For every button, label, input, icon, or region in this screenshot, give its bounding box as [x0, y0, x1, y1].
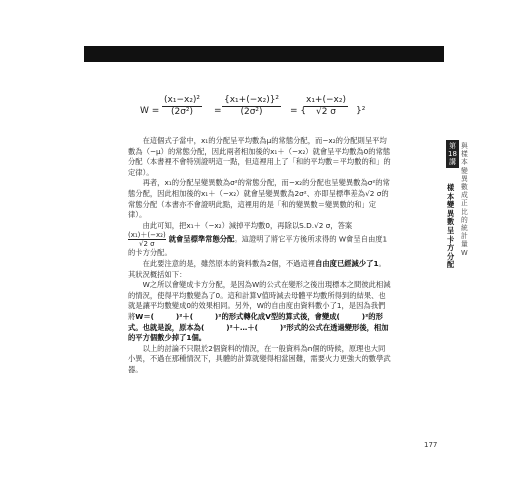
- body-text: [128, 136, 392, 375]
- paragraph-5: [128, 259, 392, 280]
- header-bar: [84, 46, 444, 62]
- paragraph-6-bold: W＝( )²＋( )²的形式轉化成V型的算式後，會變成( )²的形式。也就是說，原本為( )²＋…＋( )²形式的公式在透過變形後，相加的平方個數少掉了1個。: [128, 311, 389, 343]
- formula-frac-2-num: {x₁+(−x₂)}²: [224, 95, 280, 105]
- page-number: 177: [424, 441, 438, 449]
- paragraph-5-bold: 自由度已經減少了1: [315, 258, 379, 268]
- paragraph-5-b: 。其狀況概括如下：: [128, 258, 386, 279]
- formula-eq-1: =: [214, 106, 222, 116]
- paragraph-6-text: W之所以會變成卡方分配，是因為W的公式在變形之後出現標本之間彼此相減的情況，使得平均數變為了0。這和計算V值時減去母體平均數所得到的結果、也就是讓平均數變成0的效果相同。另外，W的自由度由資料數小了1，是因為我們將: [128, 280, 391, 321]
- paragraph-3: 由此可知，把x₁＋（−x₂）減掉平均數0，再除以S.D.√2 σ，答案: [142, 220, 353, 230]
- formula-frac-1-den: (2σ²): [170, 107, 194, 117]
- lesson-subtitle: 與樣本變異數成正比的統計量W: [461, 142, 468, 257]
- lesson-title: 樣本變異數呈卡方分配: [447, 183, 455, 270]
- paragraph-4: [128, 231, 392, 259]
- formula-frac-1-num: (x₁−x₂)²: [164, 95, 201, 105]
- paragraph-6: [128, 280, 392, 344]
- paragraph-4-rest: 。這證明了將它平方後所求得的 W會呈自由度1的卡方分配。: [128, 234, 388, 258]
- paragraph-1: 在這個式子當中，x₁的分配呈平均數為μ的常態分配，而−x₂的分配則呈平均數為（−μ）的常態分配，因此兩者相加後的x₁＋（−x₂）就會呈平均數為0的常態分配（本書裡不會特別證明這一點，但這裡用上了「和的平均數＝平均數的和」的定律）。: [128, 136, 391, 177]
- formula-eq-2: = {: [290, 106, 307, 116]
- formula-frac-3: [304, 95, 348, 118]
- paragraph-4-bold: 就會呈標準常態分配: [168, 234, 235, 244]
- formula-frac-3-den: √2 σ: [315, 107, 336, 117]
- lesson-label: 第18講: [446, 140, 459, 168]
- paragraph-2: 再者，x₁的分配呈變異數為σ²的常態分配，而−x₂的分配也呈變異數為σ²的常態分配，因此相加後的x₁＋（−x₂）就會呈變異數為2σ²、亦即呈標準差為√2 σ的常態分配（本書亦不會證明此點，這裡用的是「和的變異數＝變異數的和」定律）。: [128, 178, 390, 220]
- formula-tail: }²: [356, 106, 366, 116]
- inline-fraction-den: √2 σ: [139, 240, 155, 249]
- formula-frac-2: [222, 95, 281, 118]
- formula-frac-1: [162, 95, 202, 118]
- paragraph-5-a: 在此要注意的是，雖然原本的資料數為2個，不過這裡: [142, 258, 316, 268]
- inline-fraction-num: (x₁)＋(−x₂): [128, 231, 166, 240]
- formula: [140, 93, 410, 133]
- inline-fraction: [128, 231, 166, 248]
- formula-frac-3-num: x₁+(−x₂): [306, 95, 346, 105]
- formula-frac-2-den: (2σ²): [240, 107, 263, 117]
- paragraph-7: 以上的討論不只限於2個資料的情況，在一般資料為n個的時候，原理也大同小異，不過在那種情況下，具體的計算就變得相當困難，需要火力更強大的數學武器。: [128, 343, 391, 374]
- formula-lhs: W =: [140, 106, 160, 116]
